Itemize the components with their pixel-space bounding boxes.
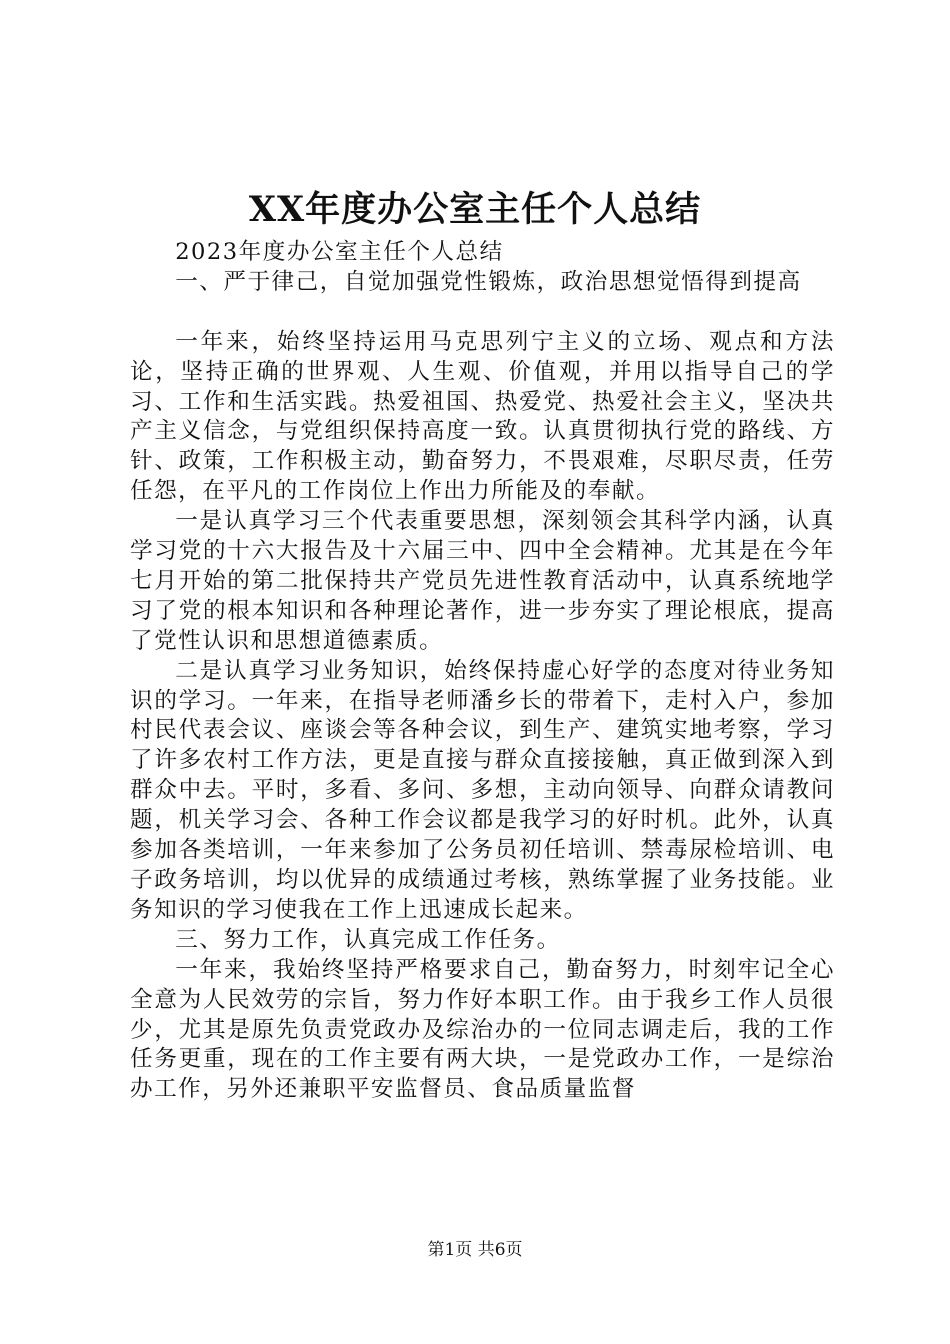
paragraph: 二是认真学习业务知识，始终保持虚心好学的态度对待业务知识的学习。一年来，在指导老师潘乡长的带着下，走村入户，参加村民代表会议、座谈会等各种会议，到生产、建筑实地考察，学习了许多农村工作方法，更是直接与群众直接接触，真正做到深入到群众中去。平时，多看、多问、多想，主动向领导、向群众请教问题，机关学习会、各种工作会议都是我学习的好时机。此外，认真参加各类培训，一年来参加了公务员初任培训、禁毒尿检培训、电子政务培训，均以优异的成绩通过考核，熟练掌握了业务技能。业务知识的学习使我在工作上迅速成长起来。 <box>130 657 835 923</box>
paragraph: 一年来，我始终坚持严格要求自己，勤奋努力，时刻牢记全心全意为人民效劳的宗旨，努力作好本职工作。由于我乡工作人员很少，尤其是原先负责党政办及综治办的一位同志调走后，我的工作任务更重，现在的工作主要有两大块，一是党政办工作，一是综治办工作，另外还兼职平安监督员、食品质量监督 <box>130 956 835 1103</box>
page-footer: 第1页 共6页 <box>427 1240 523 1260</box>
document-body <box>130 238 835 1105</box>
section-heading-1: 一、严于律己，自觉加强党性锻炼，政治思想觉悟得到提高 <box>175 268 802 295</box>
document-title: XX年度办公室主任个人总结 <box>248 189 702 230</box>
paragraph: 一年来，始终坚持运用马克思列宁主义的立场、观点和方法论，坚持正确的世界观、人生观、价值观，并用以指导自己的学习、工作和生活实践。热爱祖国、热爱党、热爱社会主义，坚决共产主义信念，与党组织保持高度一致。认真贯彻执行党的路线、方针、政策，工作积极主动，勤奋努力，不畏艰难，尽职尽责，任劳任怨，在平凡的工作岗位上作出力所能及的奉献。 <box>130 328 835 505</box>
paragraph: 一是认真学习三个代表重要思想，深刻领会其科学内涵，认真学习党的十六大报告及十六届三中、四中全会精神。尤其是在今年七月开始的第二批保持共产党员先进性教育活动中，认真系统地学习了党的根本知识和各种理论著作，进一步夯实了理论根底，提高了党性认识和思想道德素质。 <box>130 508 835 654</box>
subtitle-line: 2023年度办公室主任个人总结 <box>175 239 504 265</box>
section-heading-3: 三、努力工作，认真完成工作任务。 <box>175 926 561 953</box>
